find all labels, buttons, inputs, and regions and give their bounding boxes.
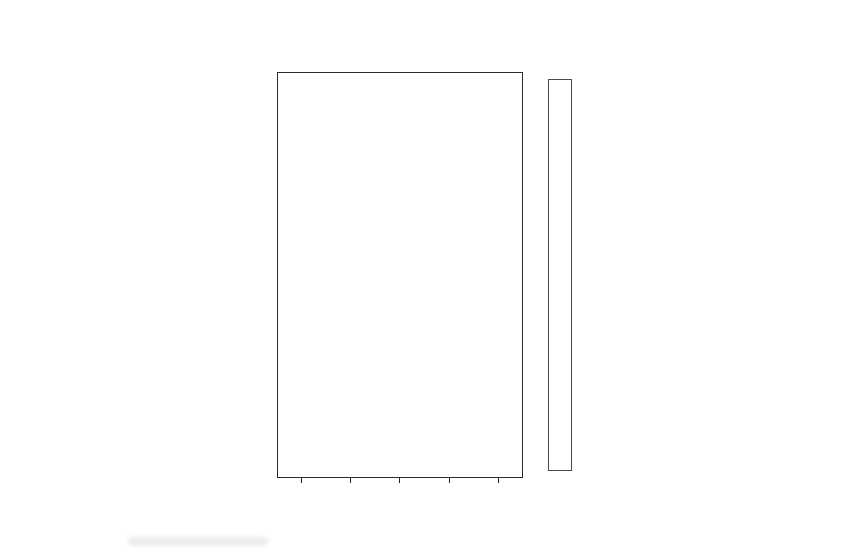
x-axis-tick	[425, 478, 474, 483]
x-axis-ticks	[277, 478, 523, 483]
correlation-heatmap-grid	[277, 72, 523, 478]
x-axis-tick	[326, 478, 375, 483]
x-axis-tick	[375, 478, 424, 483]
x-axis-tick	[474, 478, 523, 483]
x-axis-tick	[277, 478, 326, 483]
colorbar-gradient	[548, 79, 572, 471]
y-axis-row-labels	[0, 72, 277, 478]
colorbar	[540, 75, 630, 477]
watermark-smudge	[128, 537, 268, 546]
